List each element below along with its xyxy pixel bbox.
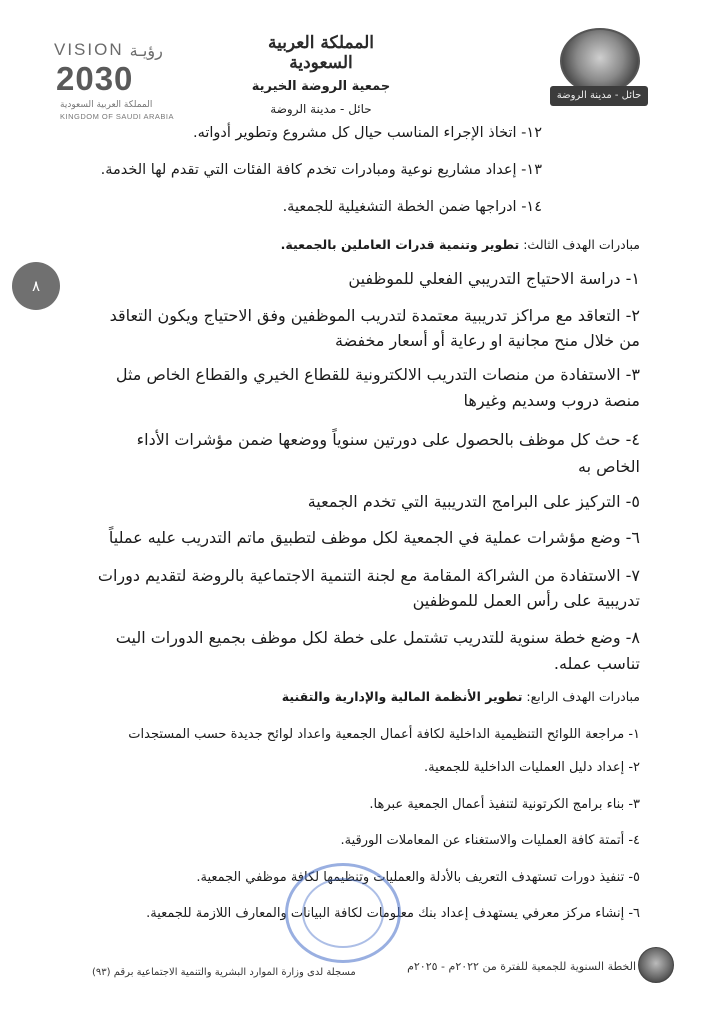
city-name: حائل - مدينة الروضة [270,102,372,116]
goal4-item-6: ٦- إنشاء مركز معرفي يستهدف إعداد بنك معلومات لكافة البيانات والمعارف اللازمة للجمعية. [146,906,640,921]
item-13: ١٣- إعداد مشاريع نوعية ومبادرات تخدم كافة الفئات التي تقدم لها الخدمة. [100,162,542,178]
goal4-label: مبادرات الهدف الرابع: [526,689,640,704]
goal3-item-3-line2: منصة دروب وسديم وغيرها [463,391,640,410]
goal3-item-7-line2: تدريبية على رأس العمل للموظفين [412,591,640,610]
goal3-item-7-line1: ٧- الاستفادة من الشراكة المقامة مع لجنة التنمية الاجتماعية بالروضة لتقديم دورات [97,566,640,585]
footer-plan-period: الخطة السنوية للجمعية للفترة من ٢٠٢٢م - ٢٠٢٥م [407,960,636,973]
goal4-item-2: ٢- إعداد دليل العمليات الداخلية للجمعية. [424,760,640,775]
society-seal-logo [550,28,648,106]
letterhead [246,33,396,116]
goal4-title: تطوير الأنظمة المالية والإدارية والتقنية [281,689,523,704]
footer-logo-icon [638,947,674,983]
vision-subtitle-en: KINGDOM OF SAUDI ARABIA [60,112,175,121]
goal3-item-2-line2: من خلال منح مجانية او رعاية أو أسعار مخفضة [335,331,640,350]
vision-2030-logo [54,40,204,120]
item-14: ١٤- ادراجها ضمن الخطة التشغيلية للجمعية. [282,199,542,215]
goal3-label: مبادرات الهدف الثالث: [523,237,640,252]
goal3-item-6: ٦- وضع مؤشرات عملية في الجمعية لكل موظف لتطبيق ماتم التدريب عليه عملياً [108,528,640,547]
footer-registration: مسجلة لدى وزارة الموارد البشرية والتنمية الاجتماعية برقم (٩٣) [92,967,356,978]
goal4-item-4: ٤- أتمتة كافة العمليات والاستغناء عن المعاملات الورقية. [340,833,640,848]
goal4-item-3: ٣- بناء برامج الكرتونية لتنفيذ أعمال الجمعية عبرها. [369,797,640,812]
vision-word-ar: رؤيـة [129,40,163,60]
goal4-item-1: ١- مراجعة اللوائح التنظيمية الداخلية لكافة أعمال الجمعية واعداد لوائح جديدة حسب المستجدات [128,727,640,742]
goal3-item-3-line1: ٣- الاستفادة من منصات التدريب الالكترونية للقطاع الخيري والقطاع الخاص مثل [115,365,640,384]
goal3-item-8-line1: ٨- وضع خطة سنوية للتدريب تشتمل على خطة لكل موظف بجميع الدورات اليت [115,628,640,647]
goal3-item-5: ٥- التركيز على البرامج التدريبية التي تخدم الجمعية [307,492,640,511]
vision-word: VISION [54,40,124,59]
kingdom-title: المملكة العربية السعودية [267,33,375,73]
seal-band: حائل - مدينة الروضة [550,86,648,106]
goal3-item-8-line2: تناسب عمله. [553,654,640,673]
goal3-item-2-line1: ٢- التعاقد مع مراكز تدريبية معتمدة لتدريب الموظفين وفق الاحتياج ويكون التعاقد [109,306,640,325]
society-name: جمعية الروضة الخيرية [251,79,391,94]
vision-year: 2030 [56,60,134,97]
page-number-badge: ٨ [12,262,60,310]
item-12: ١٢- اتخاذ الإجراء المناسب حيال كل مشروع وتطوير أدواته. [192,125,542,141]
goal3-item-1: ١- دراسة الاحتياج التدريبي الفعلي للموظفين [348,269,640,288]
goal3-item-4-line2: الخاص به [578,457,640,476]
goal3-item-4-line1: ٤- حث كل موظف بالحصول على دورتين سنوياً ووضعها ضمن مؤشرات الأداء [136,430,640,449]
goal4-item-5: ٥- تنفيذ دورات تستهدف التعريف بالأدلة والعمليات وتنظيمها لكافة موظفي الجمعية. [196,870,640,885]
goal4-heading [282,689,640,704]
goal3-heading [281,237,640,252]
seal-emblem [560,28,640,94]
official-stamp [285,863,401,963]
goal3-title: تطوير وتنمية قدرات العاملين بالجمعية. [280,237,520,252]
vision-subtitle-ar: المملكة العربية السعودية [60,100,153,110]
